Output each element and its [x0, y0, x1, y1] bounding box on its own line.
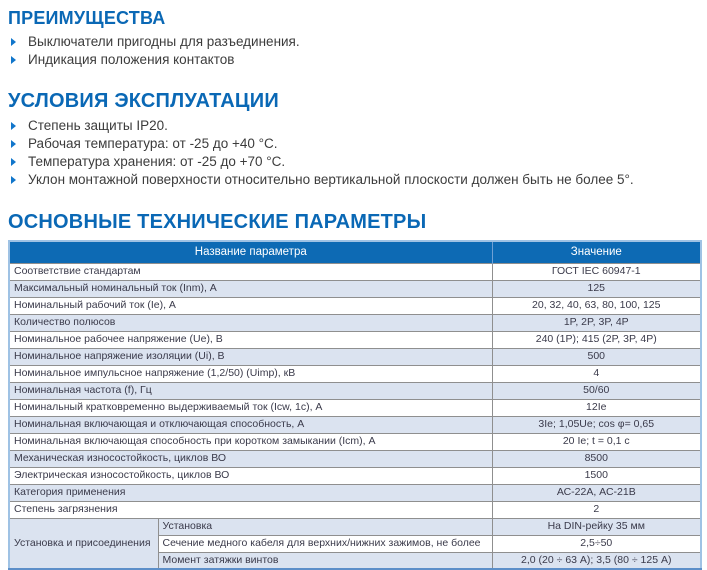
table-header-row	[9, 241, 701, 263]
table-row	[9, 331, 701, 348]
value-cell: 20, 32, 40, 63, 80, 100, 125	[492, 297, 701, 314]
parameter-cell: Номинальное импульсное напряжение (1,2/50) (Uimp), кВ	[9, 365, 492, 382]
list-item	[8, 135, 699, 153]
parameter-cell: Соответствие стандартам	[9, 263, 492, 280]
table-row	[9, 484, 701, 501]
parameter-cell: Номинальное рабочее напряжение (Ue), В	[9, 331, 492, 348]
parameter-cell: Номинальная частота (f), Гц	[9, 382, 492, 399]
advantages-list	[8, 33, 699, 69]
parameter-cell: Электрическая износостойкость, циклов ВО	[9, 467, 492, 484]
value-cell: 4	[492, 365, 701, 382]
value-cell: 500	[492, 348, 701, 365]
table-row	[9, 297, 701, 314]
value-cell: 20 Ie; t = 0,1 с	[492, 433, 701, 450]
value-cell: 12Ie	[492, 399, 701, 416]
list-item	[8, 153, 699, 171]
table-row	[9, 399, 701, 416]
value-cell: 8500	[492, 450, 701, 467]
table-row	[9, 382, 701, 399]
value-cell: 3Ie; 1,05Ue; cos φ= 0,65	[492, 416, 701, 433]
parameter-cell: Номинальное напряжение изоляции (Ui), В	[9, 348, 492, 365]
bullet-triangle-icon	[11, 38, 16, 46]
parameter-cell: Номинальная включающая способность при коротком замыкании (Icm), А	[9, 433, 492, 450]
table-row	[9, 450, 701, 467]
parameter-cell: Категория применения	[9, 484, 492, 501]
value-cell: 1500	[492, 467, 701, 484]
parameter-cell: Установка	[158, 518, 492, 535]
table-row	[9, 365, 701, 382]
value-cell: 2,0 (20 ÷ 63 А); 3,5 (80 ÷ 125 А)	[492, 552, 701, 569]
list-item-text: Индикация положения контактов	[28, 52, 235, 67]
table-row	[9, 314, 701, 331]
parameter-cell: Максимальный номинальный ток (Inm), А	[9, 280, 492, 297]
parameter-cell: Степень загрязнения	[9, 501, 492, 518]
list-item-text: Рабочая температура: от -25 до +40 °C.	[28, 136, 278, 151]
value-cell: На DIN-рейку 35 мм	[492, 518, 701, 535]
bullet-triangle-icon	[11, 56, 16, 64]
bullet-triangle-icon	[11, 158, 16, 166]
value-cell: 1P, 2P, 3P, 4P	[492, 314, 701, 331]
table-row	[9, 416, 701, 433]
list-item	[8, 51, 699, 69]
column-header-value: Значение	[492, 241, 701, 263]
parameter-cell: Номинальный рабочий ток (Ie), А	[9, 297, 492, 314]
bullet-triangle-icon	[11, 176, 16, 184]
parameter-cell: Сечение медного кабеля для верхних/нижних зажимов, не более	[158, 535, 492, 552]
list-item-text: Температура хранения: от -25 до +70 °C.	[28, 154, 286, 169]
group-label-cell: Установка и присоединения	[9, 518, 158, 569]
operating-conditions-heading: УСЛОВИЯ ЭКСПЛУАТАЦИИ	[8, 90, 279, 112]
table-row	[9, 280, 701, 297]
table-row	[9, 518, 701, 535]
operating-conditions-list	[8, 117, 699, 189]
table-row	[9, 467, 701, 484]
advantages-heading: ПРЕИМУЩЕСТВА	[8, 8, 166, 28]
list-item-text: Выключатели пригодны для разъединения.	[28, 34, 300, 49]
main-parameters-heading: ОСНОВНЫЕ ТЕХНИЧЕСКИЕ ПАРАМЕТРЫ	[8, 211, 427, 233]
table-row	[9, 501, 701, 518]
list-item	[8, 33, 699, 51]
parameter-cell: Механическая износостойкость, циклов ВО	[9, 450, 492, 467]
parameters-table	[8, 240, 702, 570]
value-cell: 2	[492, 501, 701, 518]
list-item-text: Уклон монтажной поверхности относительно вертикальной плоскости должен быть не более 5°.	[28, 172, 634, 187]
parameter-cell: Момент затяжки винтов	[158, 552, 492, 569]
parameter-cell: Количество полюсов	[9, 314, 492, 331]
bullet-triangle-icon	[11, 140, 16, 148]
list-item	[8, 117, 699, 135]
parameter-cell: Номинальный кратковременно выдерживаемый ток (Icw, 1c), А	[9, 399, 492, 416]
bullet-triangle-icon	[11, 122, 16, 130]
list-item-text: Степень защиты IP20.	[28, 118, 168, 133]
list-item	[8, 171, 699, 189]
column-header-parameter: Название параметра	[9, 241, 492, 263]
value-cell: АС-22А, АС-21В	[492, 484, 701, 501]
value-cell: ГОСТ IEC 60947-1	[492, 263, 701, 280]
value-cell: 50/60	[492, 382, 701, 399]
table-row	[9, 263, 701, 280]
parameter-cell: Номинальная включающая и отключающая способность, А	[9, 416, 492, 433]
value-cell: 240 (1P); 415 (2P, 3P, 4P)	[492, 331, 701, 348]
table-row	[9, 348, 701, 365]
value-cell: 2,5÷50	[492, 535, 701, 552]
value-cell: 125	[492, 280, 701, 297]
table-row	[9, 433, 701, 450]
